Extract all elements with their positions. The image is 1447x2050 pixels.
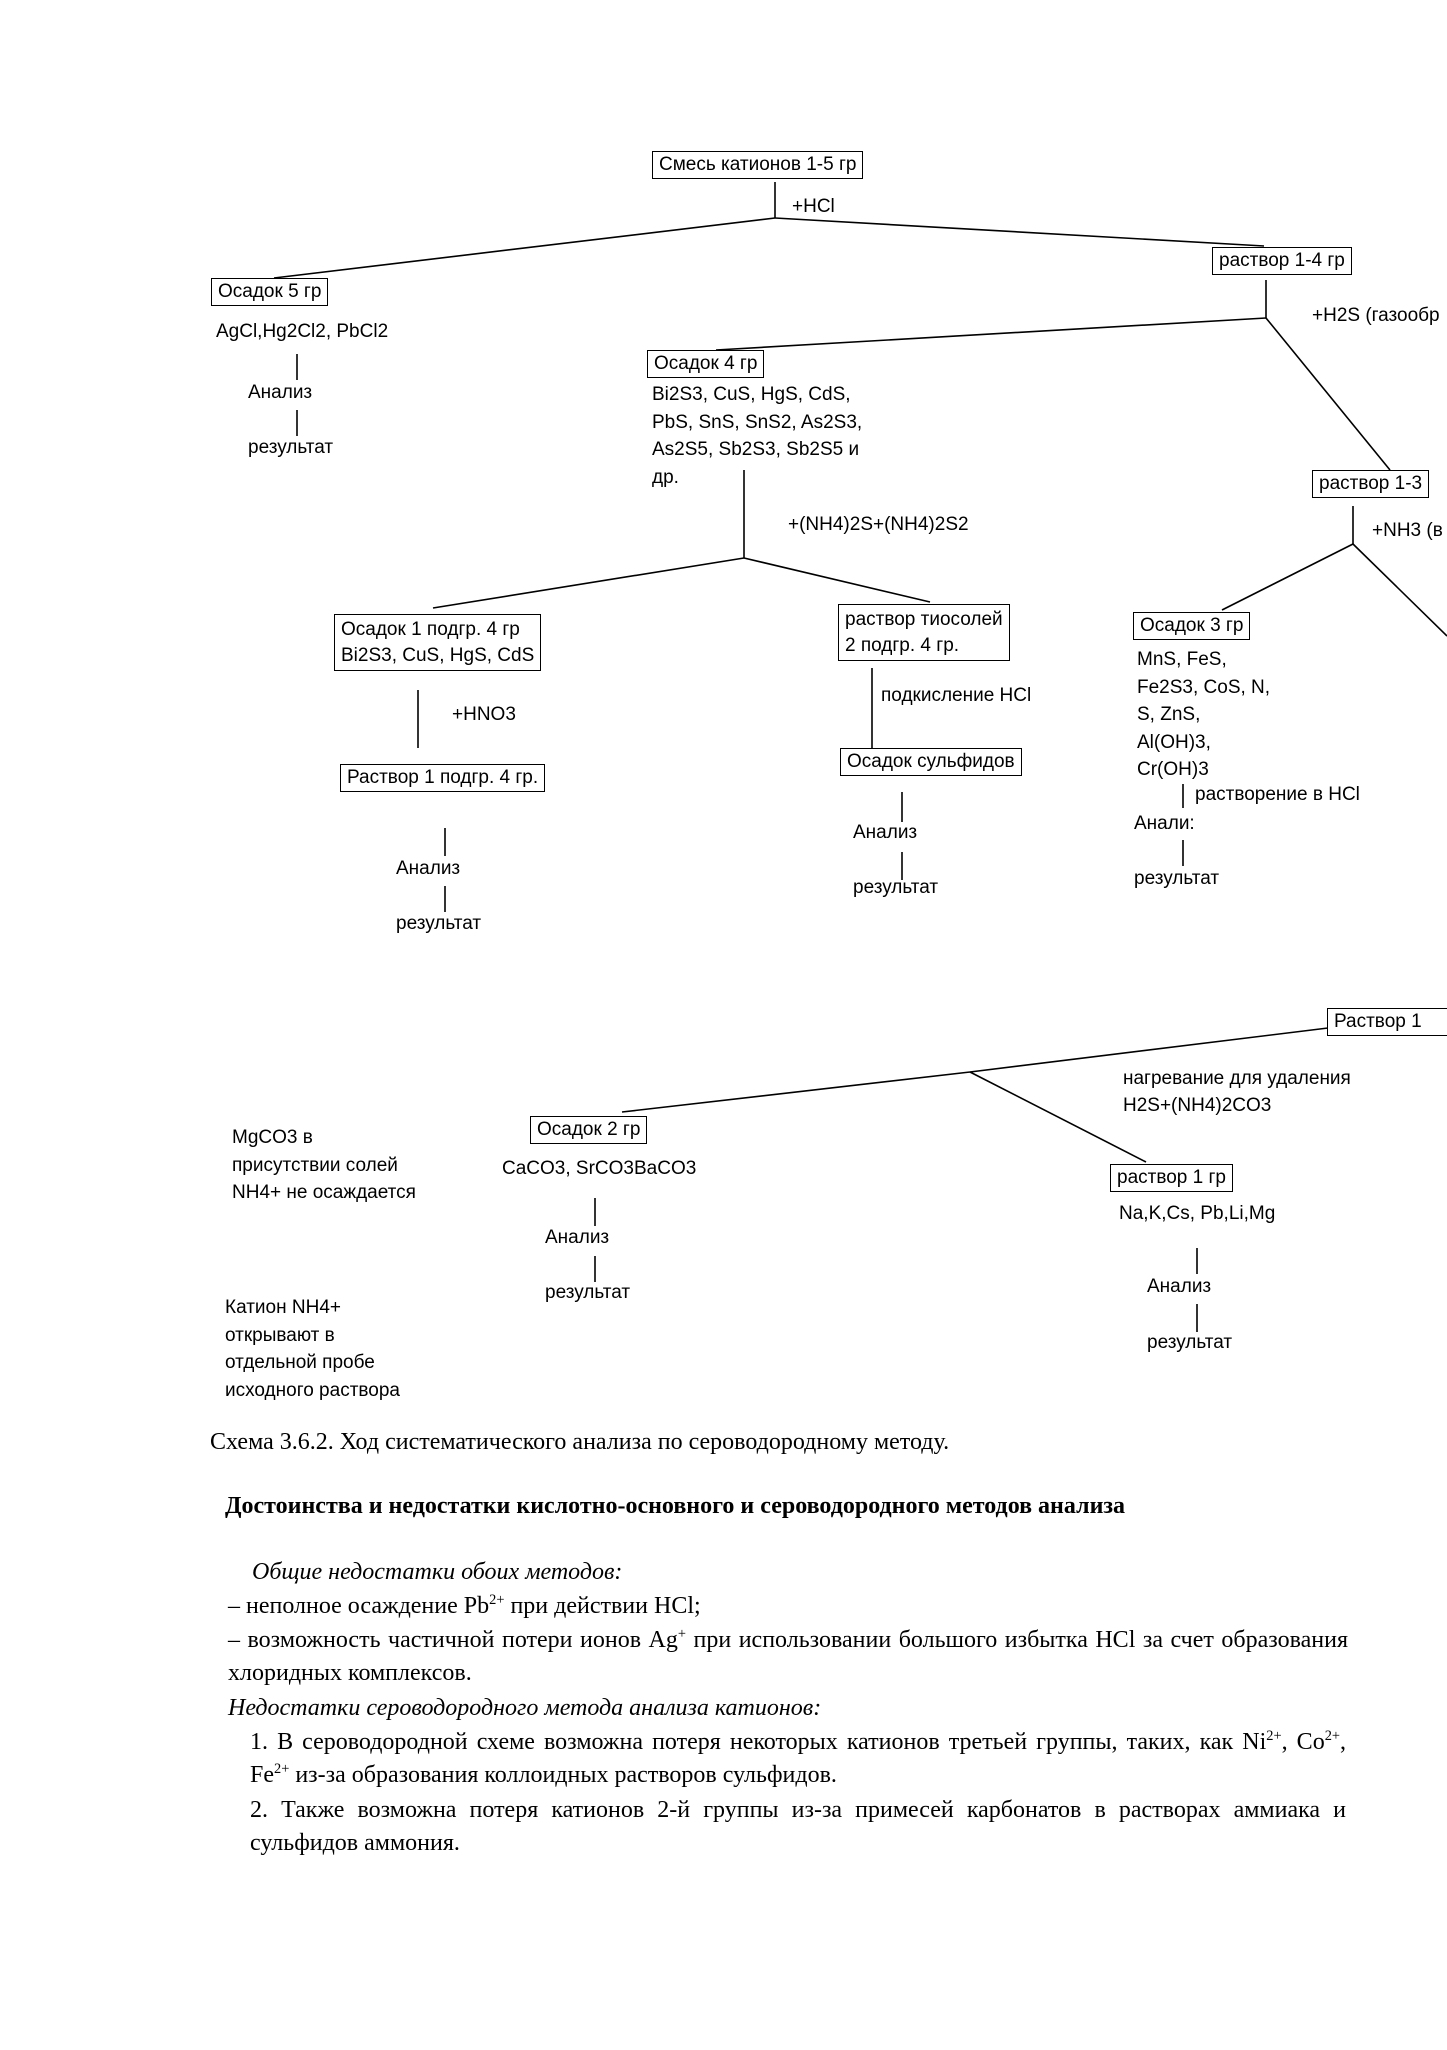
group5-content: AgCl,Hg2Cl2, PbCl2 [216,321,389,342]
scheme-caption: Схема 3.6.2. Ход систематического анализа по сероводородному методу. [210,1429,950,1455]
note-mgco3: MgCO3 в присутствии солей NH4+ не осаждается [232,1127,416,1204]
step-heating: нагревание для удаления H2S+(NH4)2CO3 [1123,1068,1351,1116]
step-acidification: подкисление HCl [881,685,1032,706]
connector-line [716,318,1266,350]
group5-result: результат [248,437,334,458]
text-part: – неполное осаждение Pb [228,1593,490,1619]
group2-box: Осадок 2 гр [530,1116,647,1144]
superscript: 2+ [489,1592,505,1608]
reagent-nh3: +NH3 (в [1372,520,1443,541]
solution-1-4-box: раствор 1-4 гр [1212,247,1352,275]
reagent-h2s: +H2S (газообр [1312,305,1440,326]
group2-result: результат [545,1282,631,1303]
common-drawback-1 [228,1590,1348,1623]
superscript: 2+ [1324,1728,1341,1744]
superscript: + [677,1626,686,1642]
connector-line [622,1072,970,1112]
sulfide-result: результат [853,877,939,898]
text-part: при использовании большого избытка HCl за счет образования хлоридных комплексов. [228,1627,1348,1687]
group5-analysis: Анализ [248,382,313,403]
text-part: при действии HCl; [504,1593,701,1619]
reagent-hcl: +HCl [792,196,835,217]
connector-line [1222,544,1353,610]
sulfide-precipitate-box: Осадок сульфидов [840,748,1022,776]
connector-line [1266,318,1390,470]
subgroup1-result: результат [396,913,482,934]
h2s-drawbacks-title: Недостатки сероводородного метода анализа катионов: [228,1695,822,1721]
connector-line [1353,544,1447,636]
group1-analysis: Анализ [1147,1276,1212,1297]
group1-box: раствор 1 гр [1110,1164,1233,1192]
text-part: 1. В сероводородной схеме возможна потеря некоторых катионов третьей группы, таких, как Ni [250,1729,1267,1755]
thiosalt-solution-box: раствор тиосолей 2 подгр. 4 гр. [838,604,1010,661]
group1-result: результат [1147,1332,1233,1353]
step-dissolve-hcl: растворение в HCl [1195,784,1360,805]
superscript: 2+ [1266,1728,1282,1744]
reagent-ammonium-sulfide: +(NH4)2S+(NH4)2S2 [788,514,969,535]
text-part: из-за образования коллоидных растворов сульфидов. [289,1762,837,1789]
connector-line [274,218,775,278]
group1-content: Na,K,Cs, Pb,Li,Mg [1119,1203,1276,1224]
group3-result: результат [1134,868,1220,889]
text-part: , Fe [250,1729,1347,1789]
solution-1-3-box: раствор 1-3 [1312,470,1429,498]
text-part: , Co [1281,1729,1325,1755]
reagent-hno3: +HNO3 [452,704,516,725]
group3-content: MnS, FeS, Fe2S3, CoS, N, S, ZnS, Al(OH)3, Cr(OH)3 [1137,649,1271,781]
group4-box: Осадок 4 гр [647,350,764,378]
connector-line [744,558,930,602]
h2s-drawback-2: 2. Также возможна потеря катионов 2-й группы из-за примесей карбонатов в растворах аммиака и сульфидов аммония. [250,1797,1346,1857]
group2-analysis: Анализ [545,1227,610,1248]
connector-line [775,218,1264,246]
subgroup1-analysis: Анализ [396,858,461,879]
connector-line [970,1072,1146,1162]
subgroup1-box: Осадок 1 подгр. 4 гр Bi2S3, CuS, HgS, CdS [334,614,541,671]
root-box: Смесь катионов 1-5 гр [652,151,863,179]
group2-content: CaCO3, SrCO3BaCO3 [502,1158,697,1179]
connector-line [433,558,744,608]
group4-content: Bi2S3, CuS, HgS, CdS, PbS, SnS, SnS2, As2S3, As2S5, Sb2S3, Sb2S5 и др. [652,384,863,488]
h2s-drawback-1 [250,1726,1346,1792]
group3-analysis: Анали: [1134,813,1195,834]
common-drawback-2 [228,1624,1348,1690]
group3-box: Осадок 3 гр [1133,612,1250,640]
group5-box: Осадок 5 гр [211,278,328,306]
superscript: 2+ [274,1761,290,1778]
section-heading: Достоинства и недостатки кислотно-основного и сероводородного методов анализа [225,1493,1126,1519]
text-part: – возможность частичной потери ионов Ag [228,1627,678,1653]
common-drawbacks-title: Общие недостатки обоих методов: [252,1559,623,1585]
sulfide-analysis: Анализ [853,822,918,843]
solution-1-2-box: Раствор 1 [1327,1008,1447,1036]
subgroup1-solution-box: Раствор 1 подгр. 4 гр. [340,764,545,792]
note-nh4: Катион NH4+ открывают в отдельной пробе исходного раствора [225,1297,400,1401]
